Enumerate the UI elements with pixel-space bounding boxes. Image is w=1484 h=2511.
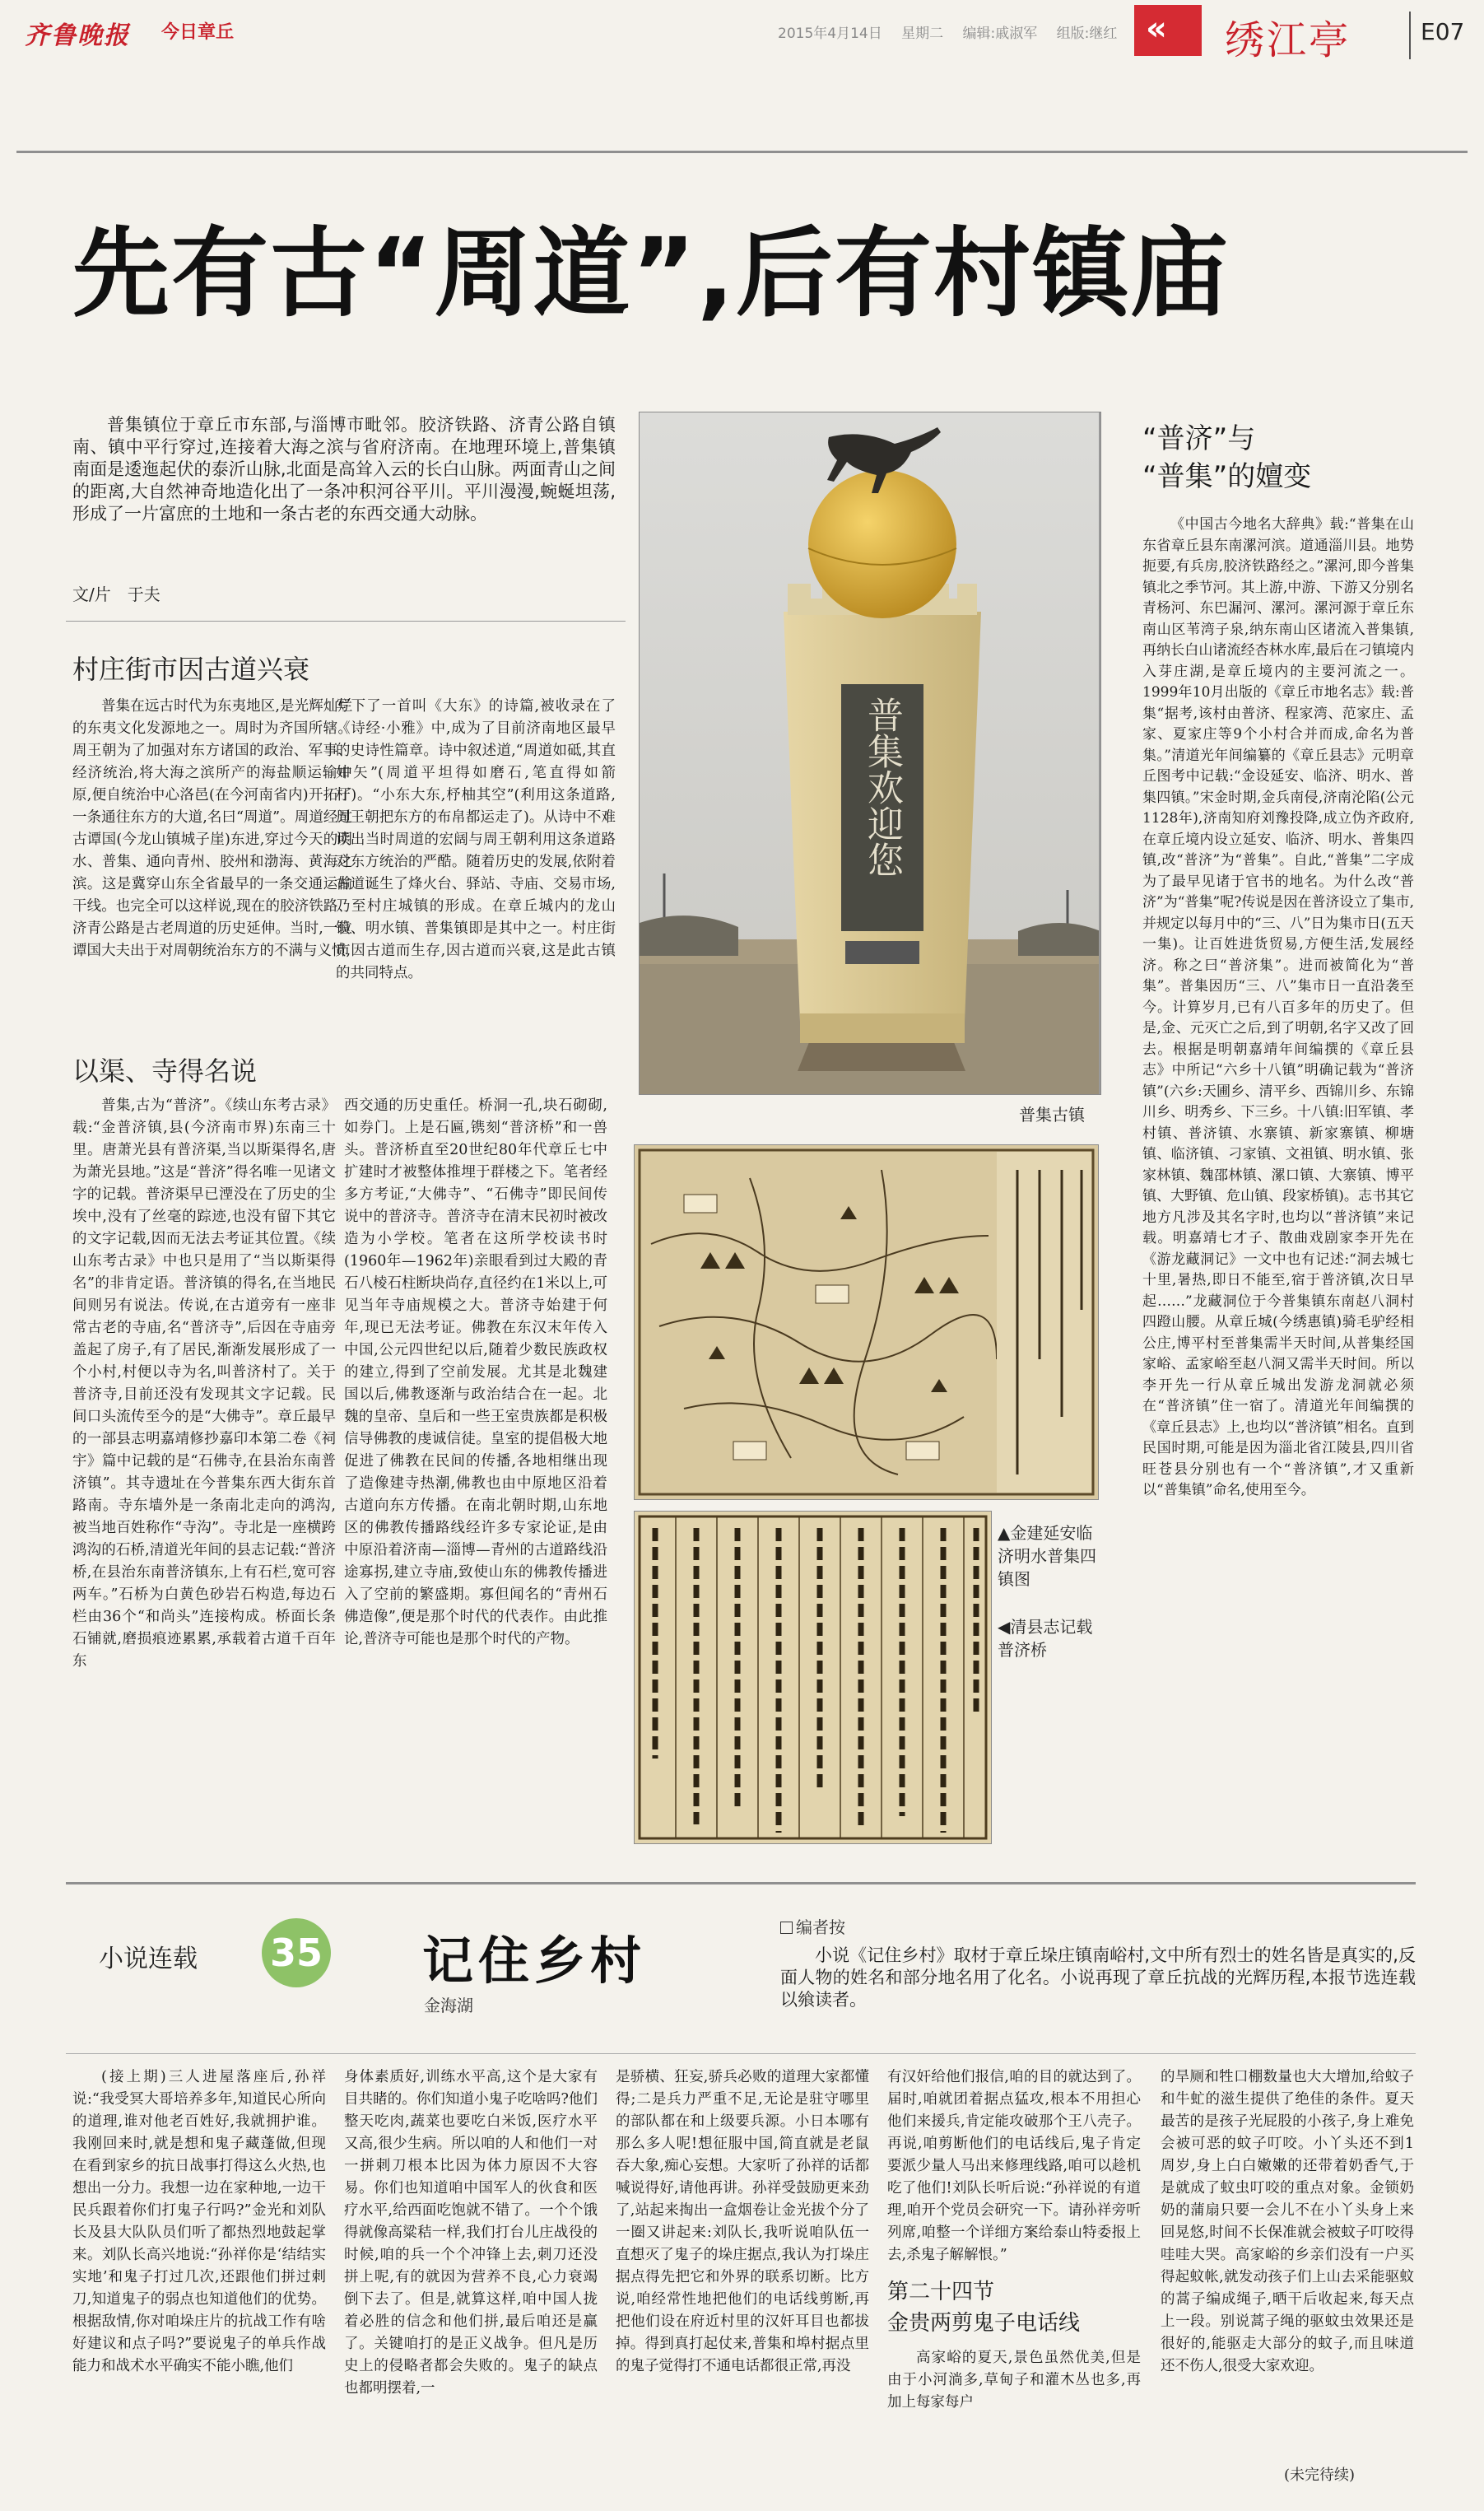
masthead [0,0,1484,66]
editor: 编辑:戚淑军 [962,26,1038,42]
historic-map-illustration [635,1145,1098,1499]
section2-column-2 [344,1095,607,1894]
paragraph: 是骄横、狂妄,骄兵必败的道理大家都懂得;二是兵力严重不足,无论是驻守哪里的部队都在和上级要兵源。小日本哪有那么多人呢!想征服中国,简直就是老鼠吞大象,痴心妄想。大家听了孙祥的话都喊说得好,请他再讲。孙祥受鼓励更来劲了,站起来掏出一盒烟卷让金光拔个分了一圈又讲起来:刘队长,我听说咱队伍一直想灭了鬼子的垛庄据点,我认为打垛庄据点得先把它和外界的联系切断。比方说,咱经常性地把他们的电话线剪断,再把他们设在府近村里的汉奸耳目也都拔掉。得到真打起仗来,普集和埠村据点里的鬼子觉得打不通电话都很正常,再没 [616,2069,869,2374]
serial-column-1 [72,2066,326,2486]
historic-map-image [634,1144,1099,1500]
editor-note-label-text: 编者按 [796,1917,845,1937]
paragraph: 的旱厕和牲口棚数量也大大增加,给蚊子和牛虻的滋生提供了绝佳的条件。夏天最苦的是孩子光屁股的小孩子,身上难免会被可恶的蚊子叮咬。小丫头还不到1周岁,身上白白嫩嫩的还带着奶香气,于是就成了蚊虫叮咬的重点对象。金锁奶奶的蒲扇只要一会儿不在小丫头身上来回晃悠,时间不长保准就会被蚊子叮咬得哇哇大哭。高家峪的乡亲们没有一户买得起蚊帐,就发动孩子们上山去采能驱蚊的蒿子编成绳子,晒干后收起来,每天点上一段。别说蒿子绳的驱蚊虫效果还是很好的,能驱走大部分的蚊子,而且味道还不伤人,很受大家欢迎。 [1161,2069,1414,2374]
masthead-rule [16,151,1468,153]
monument-photo [639,412,1101,1095]
right-column-body [1142,515,1414,1844]
masthead-date-line [778,21,1117,42]
paragraph: 高家峪的夏天,景色虽然优美,但是由于小河淌多,草甸子和灌木丛也多,再加上每家每户 [887,2350,1141,2411]
paragraph: 写下了一首叫《大东》的诗篇,被收录在了《诗经·小雅》中,成为了目前济南地区最早的史诗性篇章。诗中叙述道,“周道如砥,其直如矢”(周道平坦得如磨石,笔直得如箭杆)。“小东大东,杼柚其空”(利用这条道路,周王朝把东方的布帛都运走了)。从诗中不难读出当时周道的宏阔与周王朝利用这条道路对东方统治的严酷。随着历史的发展,依附着古道诞生了烽火台、驿站、寺庙、交易市场,乃至村庄城镇的形成。在章丘城内的龙山镇、明水镇、普集镇即是其中之一。村庄街市因古道而生存,因古道而兴衰,这是此古镇的共同特点。 [336,698,616,981]
section-heading-2: 以渠、寺得名说 [72,1055,258,1087]
monument-plaque-text: 普集欢迎您 [861,696,903,878]
serial-inner-rule [66,2053,1416,2054]
gazetteer-illustration [635,1512,991,1843]
lead-rule [66,621,626,622]
chapter-title: 金贵两剪鬼子电话线 [887,2311,1081,2336]
byline: 文/片 于夫 [72,585,160,604]
serial-title: 记住乡村 [422,1931,647,1991]
section-heading-1: 村庄街市因古道兴衰 [72,654,310,685]
right-heading-line-2: “普集”的嬗变 [1142,460,1312,493]
double-chevron-left-icon: « [1146,10,1167,48]
paragraph: 普集在远古时代为东夷地区,是光辉灿烂的东夷文化发源地之一。周时为齐国所辖。周王朝为了加强对东方诸国的政治、军事、经济统治,将大海之滨所产的海盐顺运输中原,便自统治中心洛邑(在今河南省内)开拓了一条通往东方的大道,名曰“周道”。周道经过古谭国(今龙山镇城子崖)东进,穿过今天的明水、普集、通向青州、胶州和渤海、黄海之滨。这是冀穿山东全省最早的一条交通运输干线。也完全可以这样说,现在的胶济铁路、济青公路是古老周道的历史延伸。当时,一位谭国大夫出于对周朝统治东方的不满与义愤, [72,698,352,959]
section-name: 今日章丘 [161,22,235,43]
column-name: 绣江亭 [1225,17,1351,63]
paragraph: (接上期)三人进屋落座后,孙祥说:“我受冥大哥培养多年,知道民心所向的道理,谁对他老百姓好,我就拥护谁。我刚回来时,就是想和鬼子藏蓬做,但现在看到家乡的抗日战事打得这么火热,也想出一分力。我想一边在家种地,一边干民兵跟着你们打鬼子行吗?”金光和刘队长及县大队队员们听了都热烈地鼓起掌来。刘队长高兴地说:“孙祥你是‘结结实实地’和鬼子打过几次,还跟他们拼过刺刀,知道鬼子的弱点也知道他们的优势。根据敌情,你对咱垛庄片的抗战工作有啥好建议和点子吗?”要说鬼子的单兵作战能力和战术水平确实不能小瞧,他们 [72,2069,326,2374]
column-badge [1134,5,1202,56]
county-gazetteer-image [634,1511,992,1844]
serial-top-rule [66,1882,1416,1884]
paragraph: 普集,古为“普济”。《续山东考古录》载:“金普济镇,县(今济南市界)东南三十里。唐萧光县有普济渠,当以斯渠得名,唐为萧光县地。”这是“普济”得名唯一见诸文字的记载。普济渠早已湮没在了历史的尘埃中,没有了丝毫的踪迹,也没有留下其它的文字记载,因而无法去考证其位置。《续山东考古录》中也只是用了“当以斯渠得名”的非肯定语。普济镇的得名,在当地民间则另有说法。传说,在古道旁有一座非常古老的寺庙,名“普济寺”,后因在寺庙旁盖起了房子,有了居民,渐渐发展形成了一个小村,村便以寺为名,叫普济村了。关于普济寺,目前还没有发现其文字记载。民间口头流传至今的是“大佛寺”。章丘最早的一部县志明嘉靖修抄嘉印本第二卷《祠宇》篇中记载的是“石佛寺,在县治东南普济镇”。其寺遗址在今普集东西大街东首路南。寺东墙外是一条南北走向的鸿沟,被当地百姓称作“寺沟”。寺北是一座横跨鸿沟的石桥,清道光年间的县志记载:“普济桥,在县治东南普济镇东,上有石栏,宽可容两车。”石桥为白黄色砂岩石构造,每边石栏由36个“和尚头”连接构成。桥面长条石铺就,磨损痕迹累累,承载着古道千百年东 [72,1097,336,1670]
page-number: E07 [1421,18,1465,45]
editor-note: 小说《记住乡村》取材于章丘垛庄镇南峪村,文中所有烈士的姓名皆是真实的,反面人物的姓名和部分地名用了化名。小说再现了章丘抗战的光辉历程,本报节选连载以飨读者。 [780,1945,1416,2010]
serial-column-3 [616,2066,869,2486]
note-square-icon [780,1922,793,1934]
photo-caption: 普集古镇 [1019,1105,1085,1125]
episode-badge [262,1918,331,1987]
serial-column-2 [344,2066,598,2486]
article-lead: 普集镇位于章丘市东部,与淄博市毗邻。胶济铁路、济青公路自镇南、镇中平行穿过,连接着大海之滨与省府济南。在地理环境上,普集镇南面是逶迤起伏的泰沂山脉,北面是高耸入云的长白山脉。两面青山之间的距离,大自然神奇地造化出了一条冲积河谷平川。平川漫漫,蜿蜒坦荡,形成了一片富庶的土地和一条古老的东西交通大动脉。 [72,415,616,524]
paragraph: 《中国古今地名大辞典》载:“普集在山东省章丘县东南漯河滨。道通淄川县。地势扼要,有兵房,胶济铁路经之。”漯河,即今普集镇北之季节河。其上游,中游、下游又分别名青杨河、东巴漏河、漯河。漯河源于章丘东南山区苇湾子泉,纳东南山区诸流入普集镇,再纳长白山诸流经杏林水库,最后在刁镇境内入芽庄湖,是章丘境内的主要河流之一。1999年10月出版的《章丘市地名志》载:普集“据考,该村由普济、程家湾、范家庄、孟家、夏家庄等9个小村合并而成,命名为普集。”清道光年间编纂的《章丘县志》元明章丘图考中记载:“金设延安、临济、明水、普集四镇。”宋金时期,金兵南侵,济南沦陷(公元1128年),济南知府刘豫投降,成立伪齐政府,在章丘境内设立延安、临济、明水、普集四镇,改“普济”为“普集”。自此,“普集”二字成为了最早见诸于官书的地名。为什么改“普济”为“普集”呢?传说是因在普济设立了集市,并规定以每月中的“三、八”日为集市日(五天一集)。让百姓进货贸易,方便生活,发展经济。称之曰“普济集”。进而被简化为“普集”。普集因历“三、八”集市日一直沿袭至今。计算岁月,已有八百多年的历史了。但是,金、元灭亡之后,到了明朝,名字又改了回去。根据是明朝嘉靖年间编撰的《章丘县志》中所记“六乡十八镇”明确记载为“普济镇”(六乡:天圃乡、清平乡、西锦川乡、东锦川乡、明秀乡、下三乡。十八镇:旧军镇、孝村镇、普济镇、水寨镇、新家寨镇、柳塘镇、临济镇、刁家镇、文祖镇、明水镇、张家林镇、魏邵林镇、漯口镇、大寨镇、博平镇、大野镇、危山镇、段家桥镇)。志书其它地方凡涉及其名字时,也均以“普济镇”来记载。明嘉靖七才子、散曲戏剧家李开先在《游龙藏洞记》一文中也有记述:“洞去城七十里,暑热,即日不能至,宿于普济镇,次日早起……”龙藏洞位于今普集镇东南赵八洞村四蹬山腰。从章丘城(今绣惠镇)骑毛驴经相公庄,博平村至普集需半天时间,从普集经国家峪、孟家峪至赵八洞又需半天时间。所以李开先一行从章丘城出发游龙洞就必须在“普济镇”住一宿了。清道光年间编撰的《章丘县志》上,也均以“普济镇”相名。直到民国时期,可能是因为淄北省江陵县,四川省旺苍县分别也有一个“普济镇”,才又重新以“普集镇”命名,使用至今。 [1142,516,1414,1498]
section2-column-1 [72,1095,336,1894]
serial-column-5 [1161,2066,1414,2457]
paragraph: 身体素质好,训练水平高,这个是大家有目共睹的。你们知道小鬼子吃啥吗?他们整天吃肉,蔬菜也要吃白米饭,医疗水平又高,很少生病。所以咱的人和他们一对一拼刺刀根本比因为体力原因不大容易。你们也知道咱中国军人的伙食和医疗水平,给西面吃饱就不错了。一个个饿得就像高粱秸一样,我们打台儿庄战役的时候,咱的兵一个个冲锋上去,刺刀还没拼上呢,有的就因为营养不良,心力衰竭倒下去了。但是,就算这样,咱中国人拢着必胜的信念和他们拼,最后咱还是赢了。关键咱打的是正义战争。但凡是历史上的侵略者都会失败的。鬼子的缺点也都明摆着,一 [344,2069,598,2397]
to-be-continued: (未完待续) [1284,2467,1356,2484]
gazetteer-caption: ◀清县志记载普济桥 [998,1617,1093,1660]
episode-number: 35 [269,1931,323,1975]
paragraph: 有汉奸给他们报信,咱的目的就达到了。届时,咱就团着据点猛攻,根本不用担心他们来援兵,肯定能攻破那个王八壳子。再说,咱剪断他们的电话线后,鬼子肯定要派少量人马出来修理线路,咱可以趁机吃了他们!刘队长听后说:“孙祥说的有道理,咱开个党员会研究一下。请孙祥旁听列席,咱整一个详细方案给泰山特委报上去,杀鬼子解解恨。” [887,2069,1141,2263]
serial-label: 小说连载 [99,1945,198,1973]
date: 2015年4月14日 [778,26,882,42]
serial-author: 金海湖 [424,1996,473,2015]
page-title: 先有古“周道”,后有村镇庙 [72,217,1230,330]
serial-column-4 [887,2066,1141,2486]
map-caption: ▲金建延安临济明水普集四镇图 [998,1523,1096,1589]
weekday: 星期二 [901,26,944,42]
paper-logo: 齐鲁晚报 [25,21,130,50]
editor-note-label [780,1914,845,1938]
masthead-divider [1409,12,1411,59]
designer: 组版:继红 [1056,26,1118,42]
paragraph: 西交通的历史重任。桥洞一孔,块石砌砌,如券门。上是石匾,镌刻“普济桥”和一兽头。普济桥直至20世纪80年代章丘七中扩建时才被整体推埋于群楼之下。笔者经多方考证,“大佛寺”、“石佛寺”即民间传说中的普济寺。普济寺在清末民初时被改造为小学校。笔者在这所学校读书时(1960年—1962年)亲眼看到过大殿的青石八棱石柱断块尚存,直径约在1米以上,可见当年寺庙规模之大。普济寺始建于何年,现已无法考证。佛教在东汉末年传入中国,公元四世纪以后,随着少数民族政权的建立,得到了空前发展。尤其是北魏建国以后,佛教逐渐与政治结合在一起。北魏的皇帝、皇后和一些王室贵族都是积极信导佛教的虔诚信徒。皇室的提倡极大地促进了佛教在民间的传播,各地相继出现了造像建寺热潮,佛教也由中原地区沿着古道向东方传播。在南北朝时期,山东地区的佛教传播路线经许多专家论证,是由中原沿着济南—淄博—青州的古道路线沿途寡拐,建立寺庙,致使山东的佛教传播进入了空前的繁盛期。寡但闻名的“青州石佛造像”,便是那个时代的代表作。由此推论,普济寺可能也是那个时代的产物。 [344,1097,607,1647]
right-heading-line-1: “普济”与 [1142,422,1256,455]
right-column-heading [1142,420,1311,496]
chapter-number: 第二十四节 [887,2280,995,2304]
